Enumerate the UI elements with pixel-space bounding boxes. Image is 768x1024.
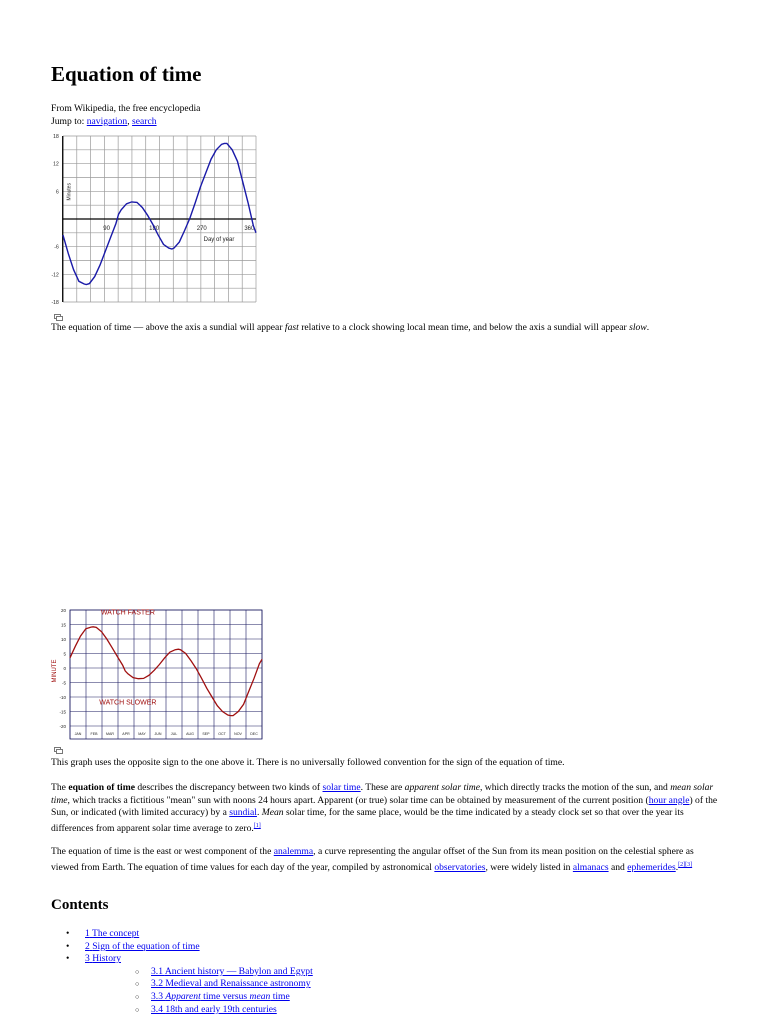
y-tick-label: 20	[60, 608, 66, 613]
toc-link-concept[interactable]	[85, 928, 139, 939]
text: , a curve representing the angular offset of the Sun from its mean position on the celestial sphere as viewed from Earth. The equation of time values for each day of the year, compiled by astronomical	[51, 846, 694, 873]
intro-paragraph	[51, 782, 721, 836]
toc-link-medieval[interactable]	[151, 978, 311, 989]
text: solar time, for the same place, would be the time indicated by a steady clock set so that over the year its differences from apparent solar time average to zero.	[51, 807, 684, 834]
y-tick-label: 18	[53, 134, 59, 140]
month-label: AUG	[186, 732, 194, 736]
jump-to-label: Jump to:	[51, 115, 85, 127]
chart-2-svg	[46, 605, 268, 745]
toc-label: The concept	[92, 928, 140, 939]
from-line: From Wikipedia, the free encyclopedia	[51, 103, 201, 114]
x-tick-label: 360	[244, 226, 255, 232]
month-label: JUL	[170, 732, 178, 736]
toc-subitem	[85, 991, 313, 1004]
figure-1-caption	[51, 322, 721, 335]
toc-item	[51, 941, 313, 954]
y-axis-label: Minutes	[66, 183, 73, 201]
toc-link-sign[interactable]	[85, 941, 200, 952]
emphasis: apparent solar time	[404, 782, 480, 793]
toc-item	[51, 928, 313, 941]
caption-emphasis-slow: slow	[629, 322, 647, 333]
toc-number: 3.1	[151, 965, 163, 977]
y-tick-label: 0	[63, 666, 66, 671]
toc-number: 1	[85, 928, 90, 939]
y-tick-label: -6	[54, 244, 59, 251]
contents-heading: Contents	[51, 897, 109, 913]
month-label: APR	[122, 732, 130, 736]
toc-number: 2	[85, 940, 90, 952]
month-label: JUN	[154, 732, 162, 736]
toc-number: 3.2	[151, 978, 163, 990]
almanacs-link[interactable]: almanacs	[572, 861, 609, 873]
month-label: SEP	[202, 732, 210, 736]
y-tick-label: -15	[59, 709, 66, 715]
toc-label: time versus	[200, 990, 250, 1002]
reference-link[interactable]: [2][3]	[678, 861, 693, 868]
month-label: FEB	[90, 732, 98, 736]
caption-emphasis-fast: fast	[284, 322, 299, 333]
text: ) of the Sun, or indicated (with limited accuracy) by a	[51, 794, 718, 819]
toc-subitem	[85, 966, 313, 979]
analemma-paragraph	[51, 846, 721, 874]
y-tick-label: -5	[61, 680, 66, 686]
text: .	[675, 861, 679, 873]
month-label: OCT	[218, 732, 226, 736]
y-tick-label: -10	[59, 695, 66, 700]
annotation-watch-faster: WATCH FASTER	[100, 609, 155, 617]
text: The equation of time is the east or west component of the	[51, 846, 274, 857]
toc-subitem	[85, 1004, 313, 1017]
toc-label: time	[270, 990, 290, 1002]
reference-link[interactable]: [1]	[253, 822, 261, 829]
table-of-contents	[51, 928, 313, 1016]
text: The	[51, 782, 69, 793]
x-tick-label: 270	[196, 226, 207, 232]
emphasis: mean solar time	[51, 782, 714, 806]
enlarge-icon[interactable]	[54, 747, 63, 754]
text: , which tracks a fictitious "mean" sun with noons 24 hours apart. Apparent (or true) solar time can be obtained by measurement of the current position (	[67, 794, 649, 806]
hour-angle-link[interactable]: hour angle	[648, 794, 690, 806]
toc-number: 3	[85, 953, 90, 965]
toc-link-ancient-history[interactable]	[151, 966, 313, 977]
toc-label: Sign of the equation of time	[92, 940, 200, 952]
equation-of-time-chart-red[interactable]	[46, 605, 268, 745]
solar-time-link[interactable]: solar time	[322, 782, 361, 793]
text: . These are	[360, 782, 405, 793]
caption-text: The equation of time — above the axis a sundial will appear	[51, 322, 285, 333]
x-tick-label: 180	[149, 226, 160, 232]
sundial-link[interactable]: sundial	[229, 807, 257, 819]
chart-1-svg	[51, 134, 258, 306]
y-tick-label: 5	[63, 651, 66, 657]
toc-link-apparent-vs-mean[interactable]	[151, 991, 290, 1002]
x-tick-label: 90	[103, 226, 110, 232]
x-axis-label: Day of year	[203, 237, 235, 243]
jump-comma: ,	[127, 115, 130, 127]
y-tick-label: 15	[60, 622, 66, 628]
y-tick-label: -18	[51, 300, 59, 306]
figure-2-caption: This graph uses the opposite sign to the one above it. There is no universally followed convention for the sign of the equation of time.	[51, 757, 565, 768]
text: , were widely listed in	[485, 861, 573, 873]
toc-label: Medieval and Renaissance astronomy	[165, 978, 311, 990]
emphasis: Mean	[261, 807, 284, 819]
toc-number: 3.3	[151, 990, 163, 1002]
toc-label: History	[92, 953, 121, 965]
month-label: NOV	[234, 732, 242, 736]
enlarge-icon[interactable]	[54, 314, 63, 321]
text: describes the discrepancy between two kinds of	[134, 782, 323, 793]
month-label: MAR	[106, 732, 114, 736]
search-link[interactable]: search	[132, 115, 157, 127]
toc-label: 18th and early 19th centuries	[165, 1003, 277, 1015]
tagline	[51, 103, 721, 128]
toc-link-history[interactable]	[85, 953, 121, 964]
equation-of-time-chart-blue[interactable]	[51, 134, 258, 306]
observatories-link[interactable]: observatories	[434, 861, 486, 873]
text: , which directly tracks the motion of the sun, and	[480, 782, 671, 793]
toc-link-18th-century[interactable]	[151, 1004, 277, 1015]
bold-term: equation of time	[68, 782, 135, 793]
toc-item	[51, 953, 313, 1016]
y-tick-label: 6	[55, 189, 59, 196]
month-label: JAN	[74, 732, 82, 736]
y-tick-label: 10	[60, 637, 66, 642]
toc-number: 3.4	[151, 1003, 163, 1015]
toc-label-emphasis: Apparent	[165, 990, 201, 1002]
caption-text: relative to a clock showing local mean time, and below the axis a sundial will appear	[298, 322, 630, 333]
toc-subitem	[85, 978, 313, 991]
month-label: MAY	[138, 732, 146, 736]
y-axis-label: MINUTE	[52, 659, 58, 683]
month-label: DEC	[250, 732, 258, 736]
page-title: Equation of time	[51, 62, 202, 86]
toc-label-emphasis: mean	[249, 990, 271, 1002]
toc-label: Ancient history — Babylon and Egypt	[164, 965, 313, 977]
analemma-link[interactable]: analemma	[273, 846, 314, 857]
ephemerides-link[interactable]: ephemerides	[627, 861, 676, 873]
navigation-link[interactable]: navigation	[86, 115, 128, 127]
y-tick-label: -12	[51, 272, 59, 279]
annotation-watch-slower: WATCH SLOWER	[99, 699, 157, 707]
caption-text: .	[646, 322, 650, 333]
text: and	[608, 861, 628, 873]
text: .	[256, 807, 262, 819]
y-tick-label: 12	[53, 161, 59, 168]
y-tick-label: -20	[59, 724, 66, 729]
